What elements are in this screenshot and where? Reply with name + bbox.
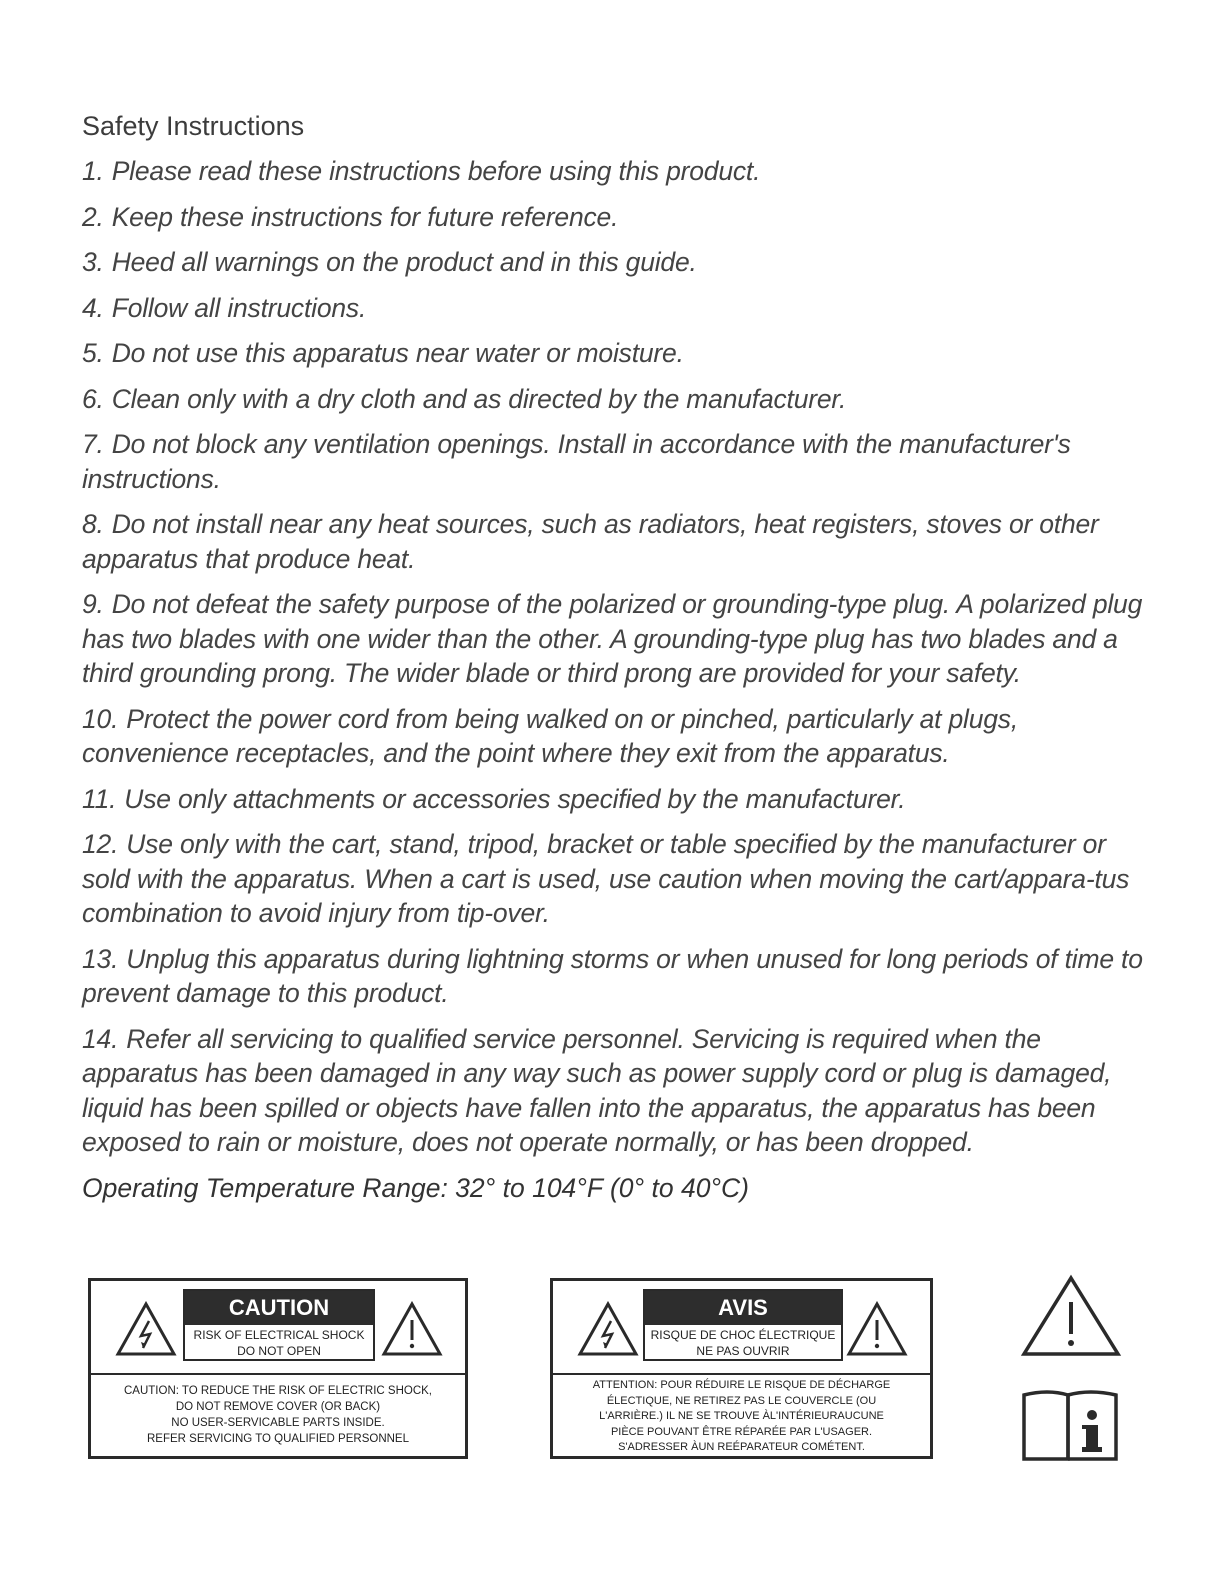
electric-shock-warning-icon bbox=[577, 1301, 639, 1357]
avis-sub-line: NE PAS OUVRIR bbox=[696, 1344, 790, 1358]
item-text: Do not block any ventilation openings. Install in accordance with the manufacturer's instructions. bbox=[82, 429, 1071, 494]
item-text: Refer all servicing to qualified service personnel. Servicing is required when the apparatus has been damaged in any way such as power supply cord or plug is damaged, liquid has been spilled or objects have fallen into the apparatus, the apparatus has been exposed to rain or moisture, does not operate normally, or has been dropped. bbox=[82, 1023, 1112, 1157]
item-text: Use only attachments or accessories specified by the manufacturer. bbox=[124, 783, 906, 814]
item-number: 13. bbox=[82, 943, 119, 974]
avis-heading: AVIS bbox=[645, 1291, 841, 1325]
caution-subtext bbox=[185, 1325, 373, 1359]
item-number: 11. bbox=[82, 783, 117, 814]
item-text: Please read these instructions before using this product. bbox=[111, 156, 761, 186]
instruction-item bbox=[82, 200, 1152, 235]
item-text: Unplug this apparatus during lightning storms or when unused for long periods of time to prevent damage to this product. bbox=[82, 943, 1143, 1008]
avis-body-line: ATTENTION: POUR RÉDUIRE LE RISQUE DE DÉCHARGE bbox=[592, 1379, 891, 1391]
instruction-item bbox=[82, 382, 1152, 417]
electric-shock-warning-icon bbox=[115, 1301, 177, 1357]
avis-label bbox=[550, 1278, 933, 1459]
item-number: 2. bbox=[82, 201, 104, 232]
caution-label bbox=[88, 1278, 468, 1459]
item-number: 1. bbox=[82, 156, 104, 186]
exclamation-warning-icon bbox=[846, 1301, 908, 1357]
avis-body-line: L'ARRIÈRE.) IL NE SE TROUVE ÀL'INTÉRIEURAUCUNE bbox=[599, 1410, 884, 1422]
warning-triangle-icon bbox=[1018, 1274, 1124, 1360]
item-number: 8. bbox=[82, 509, 104, 539]
instruction-item bbox=[82, 702, 1152, 771]
instruction-item bbox=[82, 291, 1152, 326]
item-text: Keep these instructions for future reference. bbox=[111, 201, 619, 232]
instruction-item bbox=[82, 782, 1152, 817]
avis-body bbox=[553, 1375, 930, 1456]
instruction-item bbox=[82, 154, 1152, 189]
instruction-item bbox=[82, 942, 1152, 1011]
caution-heading: CAUTION bbox=[185, 1291, 373, 1325]
instruction-item bbox=[82, 245, 1152, 280]
item-text: Protect the power cord from being walked on or pinched, particularly at plugs, convenience receptacles, and the point where they exit from the apparatus. bbox=[82, 703, 1019, 768]
safety-instructions-section bbox=[82, 108, 1152, 1205]
item-number: 6. bbox=[82, 383, 104, 414]
caution-body-line: NO USER-SERVICABLE PARTS INSIDE. bbox=[171, 1417, 385, 1429]
item-text: Do not defeat the safety purpose of the polarized or grounding-type plug. A polarized plug has two blades with one wider than the other. A grounding-type plug has two blades and a third grounding prong. The wider blade or third prong are provided for your safety. bbox=[82, 589, 1143, 688]
avis-body-line: S'ADRESSER ÀUN REÉPARATEUR COMÉTENT. bbox=[618, 1441, 865, 1453]
item-number: 10. bbox=[82, 703, 119, 734]
instruction-item bbox=[82, 336, 1152, 371]
avis-subtext bbox=[645, 1325, 841, 1359]
caution-sub-line: RISK OF ELECTRICAL SHOCK bbox=[193, 1328, 365, 1342]
avis-body-line: PIÈCE POUVANT ÊTRE RÉPARÉE PAR L'USAGER. bbox=[610, 1425, 873, 1438]
instruction-item bbox=[82, 587, 1152, 691]
caution-sub-line: DO NOT OPEN bbox=[237, 1344, 321, 1358]
avis-sub-line: RISQUE DE CHOC ÉLECTRIQUE bbox=[650, 1328, 836, 1342]
instruction-item bbox=[82, 507, 1152, 576]
caution-label-box bbox=[183, 1289, 375, 1361]
item-text: Use only with the cart, stand, tripod, bracket or table specified by the manufacturer or sold with the apparatus. When a cart is used, use caution when moving the cart/appara-tus combination to avoid injury from tip-over. bbox=[82, 829, 1130, 928]
section-title: Safety Instructions bbox=[82, 111, 305, 141]
instruction-item bbox=[82, 827, 1152, 931]
item-text: Clean only with a dry cloth and as directed by the manufacturer. bbox=[111, 383, 847, 414]
exclamation-warning-icon bbox=[381, 1301, 443, 1357]
item-number: 14. bbox=[82, 1023, 119, 1054]
item-number: 7. bbox=[82, 429, 104, 459]
item-text: Do not install near any heat sources, such as radiators, heat registers, stoves or other apparatus that produce heat. bbox=[82, 509, 1099, 574]
caution-header bbox=[91, 1281, 465, 1375]
item-number: 3. bbox=[82, 247, 104, 277]
item-number: 5. bbox=[82, 338, 104, 368]
item-number: 12. bbox=[82, 829, 119, 859]
instruction-item bbox=[82, 1022, 1152, 1160]
item-text: Follow all instructions. bbox=[111, 292, 367, 323]
item-text: Do not use this apparatus near water or moisture. bbox=[111, 338, 684, 368]
avis-header bbox=[553, 1281, 930, 1375]
caution-body-line: CAUTION: TO REDUCE THE RISK OF ELECTRIC SHOCK, bbox=[124, 1385, 432, 1397]
caution-body-line: REFER SERVICING TO QUALIFIED PERSONNEL bbox=[146, 1433, 409, 1445]
caution-body-line: DO NOT REMOVE COVER (OR BACK) bbox=[175, 1401, 381, 1413]
avis-label-box bbox=[643, 1289, 843, 1361]
operating-temperature: Operating Temperature Range: 32° to 104°F (0° to 40°C) bbox=[82, 1172, 749, 1203]
instruction-list bbox=[82, 154, 1152, 1160]
item-number: 4. bbox=[82, 292, 104, 323]
read-manual-icon bbox=[1018, 1385, 1124, 1465]
instruction-item bbox=[82, 427, 1152, 496]
item-number: 9. bbox=[82, 589, 104, 619]
avis-body-line: ÉLECTIQUE, NE RETIREZ PAS LE COUVERCLE (OU bbox=[606, 1394, 877, 1407]
item-text: Heed all warnings on the product and in this guide. bbox=[111, 247, 697, 277]
symbol-group bbox=[1018, 1274, 1124, 1470]
caution-body bbox=[91, 1375, 465, 1447]
